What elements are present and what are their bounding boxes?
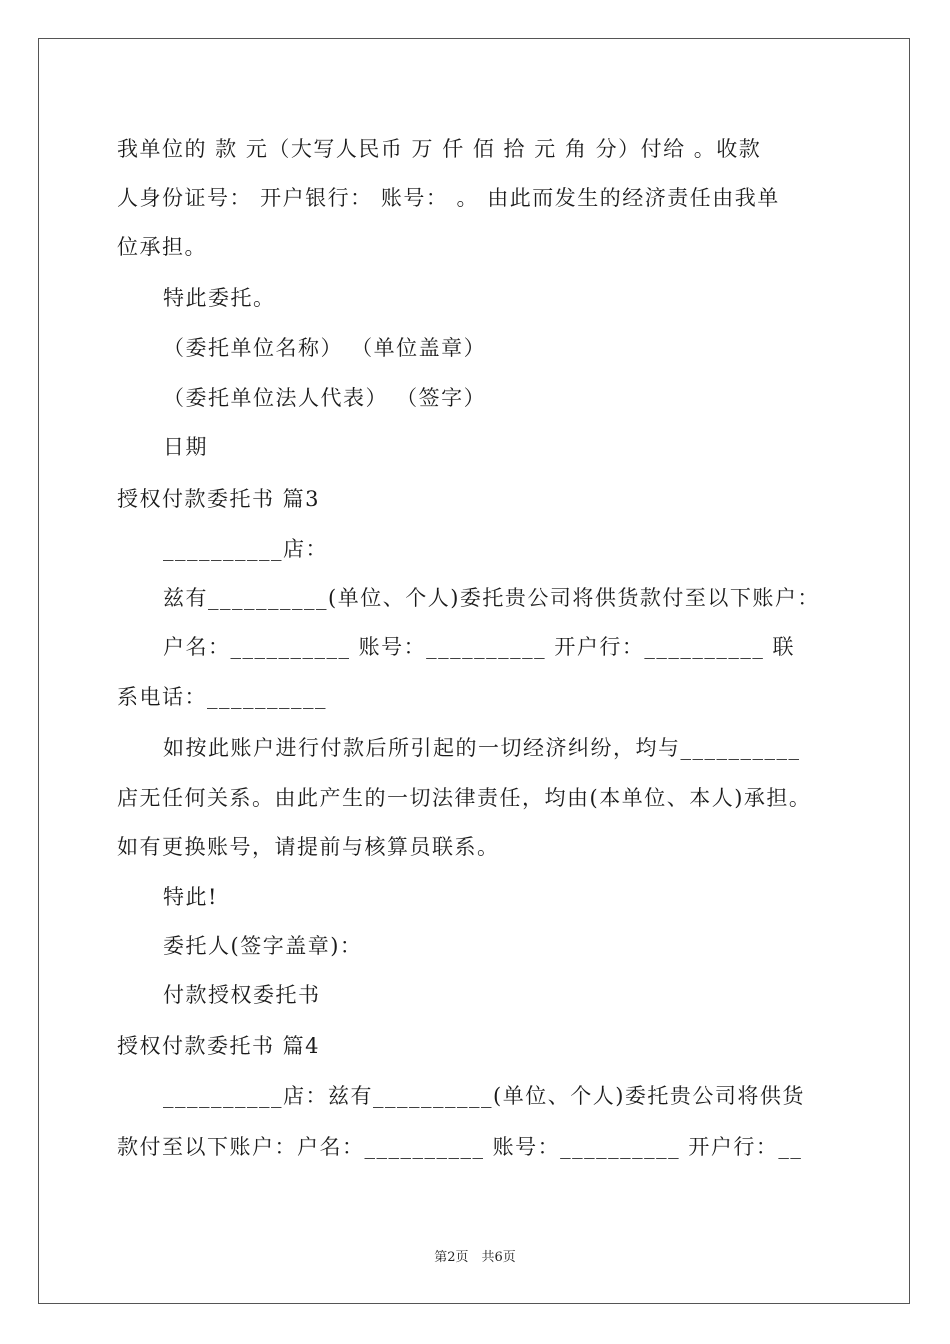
body-line-9: __________店： — [163, 537, 328, 561]
body-line-14: 店无任何关系。由此产生的一切法律责任，均由(本单位、本人)承担。 — [117, 786, 812, 810]
body-line-4: 特此委托。 — [163, 286, 276, 310]
body-line-10: 兹有__________(单位、个人)委托贵公司将供货款付至以下账户： — [163, 586, 820, 610]
page-frame — [38, 38, 910, 1304]
body-line-11: 户名：__________ 账号：__________ 开户行：__________ 联 — [163, 635, 796, 659]
body-line-5: （委托单位名称） （单位盖章） — [163, 336, 487, 360]
body-line-2: 人身份证号： 开户银行： 账号： 。 由此而发生的经济责任由我单 — [117, 186, 780, 210]
body-line-16: 特此! — [163, 885, 218, 909]
body-line-1: 我单位的 款 元（大写人民币 万 仟 佰 拾 元 角 分）付给 。收款 — [117, 137, 762, 161]
body-line-15: 如有更换账号，请提前与核算员联系。 — [117, 835, 500, 859]
body-line-7: 日期 — [163, 435, 208, 459]
body-line-21: 款付至以下账户：户名：__________ 账号：__________ 开户行：__ — [117, 1135, 803, 1159]
body-line-18: 付款授权委托书 — [163, 983, 321, 1007]
body-line-6: （委托单位法人代表） （签字） — [163, 386, 487, 410]
section-heading-4: 授权付款委托书 篇4 — [117, 1034, 321, 1058]
body-line-17: 委托人(签字盖章)： — [163, 934, 363, 958]
page-number-footer: 第2页 共6页 — [434, 1250, 516, 1265]
body-line-20: __________店：兹有__________(单位、个人)委托贵公司将供货 — [163, 1084, 805, 1108]
body-line-13: 如按此账户进行付款后所引起的一切经济纠纷，均与__________ — [163, 736, 801, 760]
body-line-12: 系电话：__________ — [117, 685, 327, 709]
section-heading-3: 授权付款委托书 篇3 — [117, 487, 321, 511]
body-line-3: 位承担。 — [117, 235, 207, 259]
